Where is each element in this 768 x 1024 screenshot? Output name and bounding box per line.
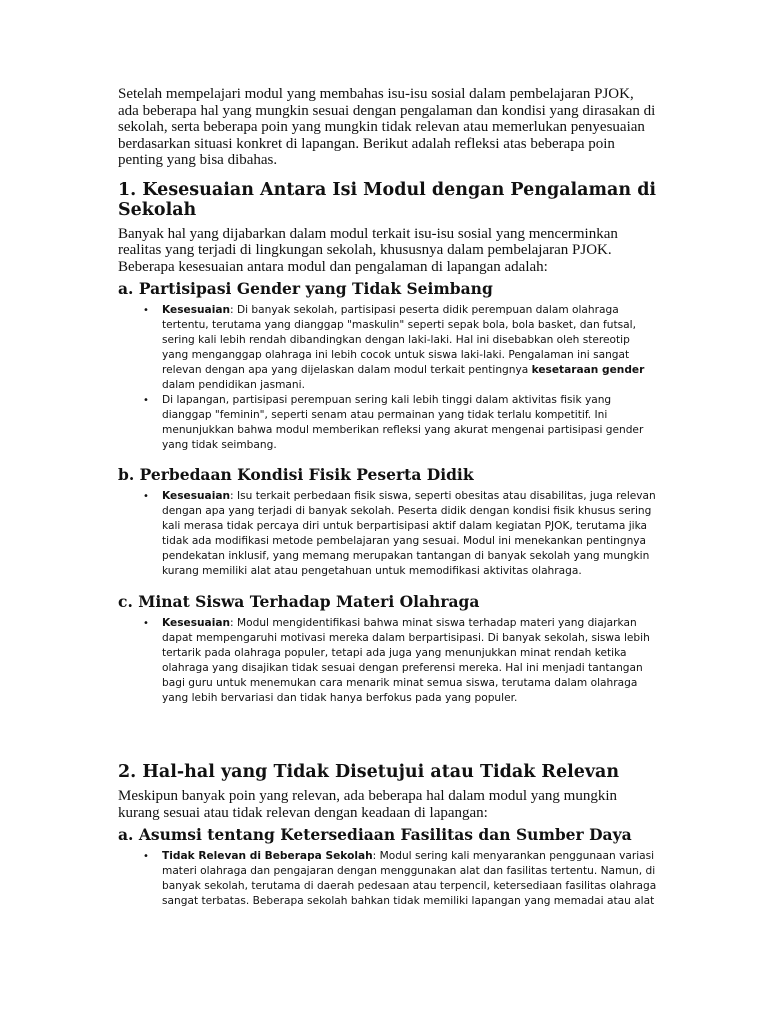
- subsection-2a-heading: a. Asumsi tentang Ketersediaan Fasilitas dan Sumber Daya: [118, 825, 632, 844]
- bullet-icon: •: [143, 305, 149, 316]
- list-item: • Kesesuaian: Modul mengidentifikasi bahwa minat siswa terhadap materi yang diajarkan dapat mempengaruhi motivasi mereka dalam berpartisipasi. Di banyak sekolah, siswa lebih tertarik pada olahraga populer, tetapi ada juga yang menunjukkan minat rendah ketika olahraga yang disajikan tidak sesuai dengan preferensi mereka. Hal ini menjadi tantangan bagi guru untuk menemukan cara menarik minat semua siswa, terutama dalam olahraga yang lebih bervariasi dan tidak hanya berfokus pada yang populer.: [143, 617, 650, 704]
- emphasis-text: kesetaraan gender: [531, 364, 645, 376]
- bullet-icon: •: [143, 395, 149, 406]
- document-page: [118, 86, 658, 909]
- list-item: • Di lapangan, partisipasi perempuan sering kali lebih tinggi dalam aktivitas fisik yang dianggap "feminin", seperti senam atau permainan yang tidak terlalu kompetitif. Ini menunjukkan bahwa modul memberikan refleksi yang akurat mengenai partisipasi gender yang tidak seimbang.: [143, 394, 644, 451]
- subsection-1a-list: [118, 303, 658, 453]
- subsection-1b-list: [118, 489, 658, 579]
- bullet-icon: •: [143, 618, 149, 629]
- bullet-icon: •: [143, 851, 149, 862]
- section-2-heading: 2. Hal-hal yang Tidak Disetujui atau Tidak Relevan: [118, 762, 620, 782]
- section-2-paragraph: Meskipun banyak poin yang relevan, ada beberapa hal dalam modul yang mungkin kurang sesuai atau tidak relevan dengan keadaan di lapangan:: [118, 788, 618, 821]
- list-item: • Tidak Relevan di Beberapa Sekolah: Modul sering kali menyarankan penggunaan variasi materi olahraga dan pengajaran dengan menggunakan alat dan fasilitas tertentu. Namun, di banyak sekolah, terutama di daerah pedesaan atau terpencil, ketersediaan fasilitas olahraga sangat terbatas. Beberapa sekolah bahkan tidak memiliki lapangan yang memadai atau alat: [143, 850, 657, 907]
- subsection-1b-heading: b. Perbedaan Kondisi Fisik Peserta Didik: [118, 465, 474, 484]
- bullet-label: Tidak Relevan di Beberapa Sekolah: [162, 850, 373, 862]
- subsection-1c-heading: c. Minat Siswa Terhadap Materi Olahraga: [118, 592, 480, 611]
- bullet-label: Kesesuaian: [162, 617, 231, 629]
- list-item: • Kesesuaian: Di banyak sekolah, partisipasi peserta didik perempuan dalam olahraga tertentu, terutama yang dianggap "maskulin" seperti sepak bola, bola basket, dan futsal, sering kali lebih rendah dibandingkan dengan laki-laki. Hal ini disebabkan oleh stereotip yang menganggap olahraga ini lebih cocok untuk siswa laki-laki. Pengalaman ini sangat relevan dengan apa yang dijelaskan dalam modul terkait pentingnya kesetaraan gender dalam pendidikan jasmani.: [143, 304, 645, 391]
- bullet-label: Kesesuaian: [162, 304, 231, 316]
- bullet-icon: •: [143, 491, 149, 502]
- list-item: • Kesesuaian: Isu terkait perbedaan fisik siswa, seperti obesitas atau disabilitas, juga relevan dengan apa yang terjadi di banyak sekolah. Peserta didik dengan kondisi fisik khusus sering kali merasa tidak percaya diri untuk berpartisipasi aktif dalam kegiatan PJOK, terutama jika tidak ada modifikasi metode pembelajaran yang sesuai. Modul ini menekankan pentingnya pendekatan inklusif, yang memang merupakan tantangan di banyak sekolah yang mungkin kurang memiliki alat atau pengetahuan untuk memodifikasi aktivitas olahraga.: [143, 490, 656, 577]
- section-1-paragraph: Banyak hal yang dijabarkan dalam modul terkait isu-isu sosial yang mencerminkan realitas yang terjadi di lingkungan sekolah, khususnya dalam pembelajaran PJOK. Beberapa kesesuaian antara modul dan pengalaman di lapangan adalah:: [118, 225, 618, 275]
- intro-paragraph: Setelah mempelajari modul yang membahas isu-isu sosial dalam pembelajaran PJOK, ada beberapa hal yang mungkin sesuai dengan pengalaman dan kondisi yang dirasakan di sekolah, serta beberapa poin yang mungkin tidak relevan atau memerlukan penyesuaian berdasarkan situasi konkret di lapangan. Berikut adalah refleksi atas beberapa poin penting yang bisa dibahas.: [118, 86, 656, 168]
- bullet-label: Kesesuaian: [162, 490, 231, 502]
- subsection-2a-list: [118, 849, 658, 909]
- subsection-1c-list: [118, 616, 658, 706]
- section-1-heading: 1. Kesesuaian Antara Isi Modul dengan Pengalaman di Sekolah: [118, 179, 657, 220]
- subsection-1a-heading: a. Partisipasi Gender yang Tidak Seimbang: [118, 279, 493, 298]
